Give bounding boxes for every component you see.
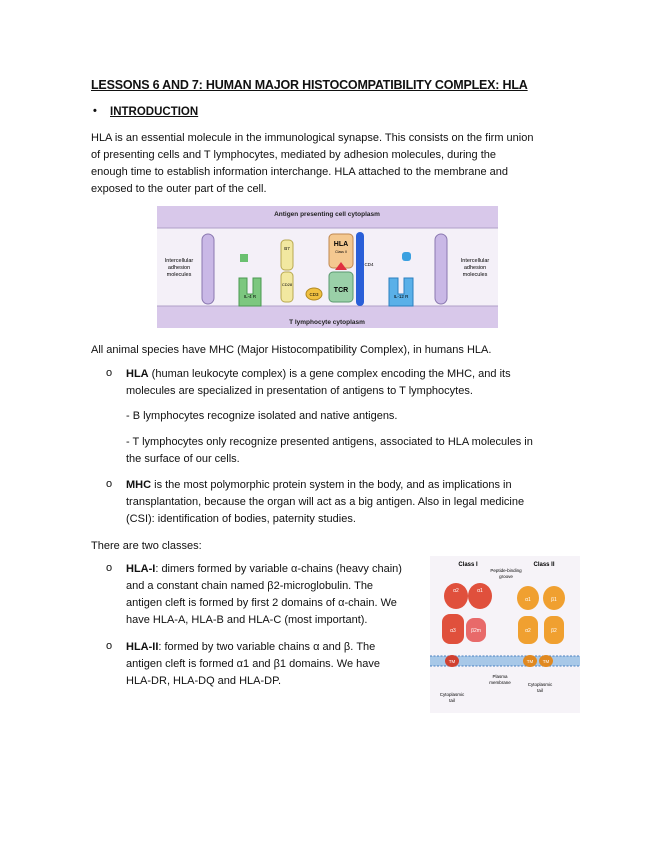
tm-ii-a-label: TM: [526, 659, 534, 664]
sub-bullet: o: [106, 640, 113, 652]
text-line: HLA is an essential molecule in the immunological synapse. This consists on the firm union: [91, 132, 534, 144]
left-adhesion-label-3: molecules: [166, 272, 192, 278]
hla-definition: [126, 366, 566, 400]
text-line: transplantation, because the organ will act as a big antigen. Also in legal medicine: [126, 496, 525, 508]
cd28: [281, 272, 293, 302]
mhc-term: MHC: [126, 479, 152, 491]
hla-ii-term: HLA-II: [126, 641, 159, 653]
text-line: antigen cleft is formed by first 2 domains of α-chain. We: [126, 597, 397, 609]
text-line: of presenting cells and T lymphocytes, mediated by adhesion molecules, during the: [91, 149, 496, 161]
hla-i-term: HLA-I: [126, 563, 156, 575]
tm-i-label: TM: [448, 659, 456, 664]
sub-bullet: o: [106, 478, 113, 490]
bullet: •: [93, 105, 97, 117]
text-line: (CSI): identification of bodies, paternity studies.: [126, 513, 356, 525]
b1-label: β1: [551, 597, 557, 603]
hla-i-definition: [126, 561, 424, 629]
right-adhesion-label-3: molecules: [462, 272, 488, 278]
hla-term: HLA: [126, 368, 149, 380]
il4r-label: IL-4 R: [243, 294, 257, 299]
cd4: [356, 232, 364, 306]
intro-heading: INTRODUCTION: [110, 106, 199, 118]
il12r-label: IL-12 R: [393, 294, 409, 299]
text-line: [126, 477, 566, 494]
text-line: molecules are specialized in presentation of antigens to T lymphocytes.: [126, 385, 473, 397]
plasma-label-2: membrane: [489, 680, 511, 685]
plasma-label-1: Plasma: [492, 674, 508, 679]
text-line: [126, 366, 566, 383]
tcell-label: T lymphocyte cytoplasm: [289, 319, 365, 326]
a1-label: α1: [477, 588, 483, 594]
cd4-label: CD4: [364, 262, 374, 267]
text-span: : dimers formed by variable α-chains (heavy chain): [155, 563, 402, 575]
synapse-figure: [157, 206, 498, 328]
text-line: - T lymphocytes only recognize presented antigens, associated to HLA molecules in: [126, 436, 533, 448]
left-adhesion-label-1: Intercellular: [164, 258, 194, 264]
mhc-classes-figure: [430, 556, 580, 713]
right-adhesion-label-2: adhesion: [463, 265, 487, 271]
b2m-label: β2m: [471, 628, 481, 634]
text-line: have HLA-A, HLA-B and HLA-C (most important).: [126, 614, 368, 626]
page-title: LESSONS 6 AND 7: HUMAN MAJOR HISTOCOMPATIBILITY COMPLEX: HLA: [91, 78, 528, 92]
sub-bullet: o: [106, 562, 113, 574]
text-line: exposed to the outer part of the cell.: [91, 183, 267, 195]
tcr-label: TCR: [333, 287, 349, 294]
mhc-intro: All animal species have MHC (Major Histocompatibility Complex), in humans HLA.: [91, 344, 492, 356]
tail-left-1: Cytoplasmic: [439, 692, 465, 697]
left-adhesion-label-2: adhesion: [167, 265, 191, 271]
text-span: (human leukocyte complex) is a gene complex encoding the MHC, and its: [148, 368, 511, 380]
b7: [281, 240, 293, 270]
groove-label-2: groove: [499, 574, 513, 579]
apc-label: Antigen presenting cell cytoplasm: [274, 211, 380, 218]
b2-label: β2: [551, 628, 557, 634]
cd28-label: CD28: [281, 282, 293, 287]
mhc-definition: [126, 477, 566, 528]
b-lymph-note: - B lymphocytes recognize isolated and native antigens.: [126, 410, 398, 422]
a1-ii-label: α1: [525, 597, 531, 603]
tail-right-1: Cytoplasmic: [527, 682, 553, 687]
t-lymph-note: [126, 434, 566, 468]
adhesion-molecule-right: [435, 234, 447, 304]
sub-bullet: o: [106, 367, 113, 379]
text-span: is the most polymorphic protein system in the body, and as implications in: [151, 479, 512, 491]
alpha1-domain-i: [468, 583, 492, 609]
right-adhesion-label-1: Intercellular: [460, 258, 490, 264]
adhesion-molecule-left: [202, 234, 214, 304]
intro-paragraph: [91, 130, 561, 198]
cd3-label: CD3: [309, 292, 319, 297]
tail-right-2: tail: [537, 688, 543, 693]
a3-label: α3: [450, 628, 456, 634]
class-ii-label: Class II: [335, 250, 347, 254]
text-line: antigen cleft is formed α1 and β1 domains. We have: [126, 658, 381, 670]
a2-label: α2: [453, 588, 459, 594]
text-line: HLA-DR, HLA-DQ and HLA-DP.: [126, 675, 282, 687]
text-line: [126, 561, 424, 578]
class-ii-label: Class II: [533, 562, 555, 568]
tail-left-2: tail: [449, 698, 455, 703]
hla-label: HLA: [333, 241, 349, 248]
two-classes: There are two classes:: [91, 540, 202, 552]
text-line: enough time to establish information interchange. HLA attached to the membrane and: [91, 166, 509, 178]
groove-label-1: Peptide-binding: [490, 568, 522, 573]
il4-ligand: [240, 254, 248, 262]
text-line: and a constant chain named β2-microglobulin. The: [126, 580, 374, 592]
b7-label: B7: [284, 246, 290, 251]
class-i-label: Class I: [458, 562, 478, 568]
alpha2-domain-i: [444, 583, 468, 609]
a2-ii-label: α2: [525, 628, 531, 634]
text-line: [126, 639, 424, 656]
tm-ii-b-label: TM: [542, 659, 550, 664]
hla-ii-definition: [126, 639, 424, 690]
il12-ligand: [402, 252, 411, 261]
text-line: the surface of our cells.: [126, 453, 240, 465]
text-span: : formed by two variable chains α and β. The: [158, 641, 376, 653]
